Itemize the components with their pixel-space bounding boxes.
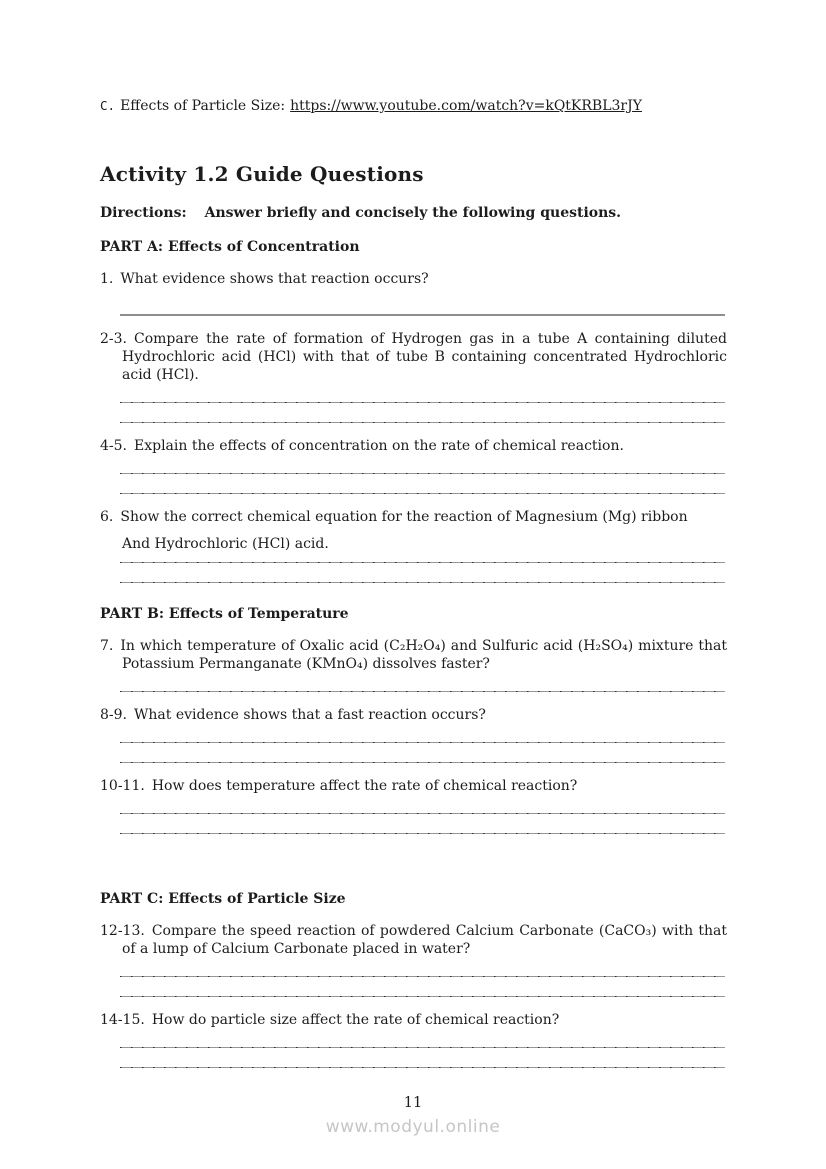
answer-blank-line [120, 762, 725, 763]
answer-blank-line [120, 422, 725, 423]
answer-blank-line [120, 493, 725, 494]
question-text: Compare the rate of formation of Hydrogen gas in a tube A containing diluted Hydrochloric acid (HCl) with that of tube B containing concentrated Hydrochloric acid (HCl). [122, 331, 727, 383]
question-text: What evidence shows that reaction occurs? [120, 271, 429, 287]
question-number: 8-9. [100, 707, 127, 723]
question [100, 637, 727, 673]
question [100, 1011, 727, 1029]
question-number: 6. [100, 509, 114, 525]
question [100, 777, 727, 795]
video-link-description: Effects of Particle Size: [120, 98, 286, 114]
answer-blank-line [120, 473, 725, 474]
directions-label: Directions: [100, 205, 187, 221]
answer-blank-line [120, 1067, 725, 1068]
question-text: In which temperature of Oxalic acid (C₂H₂O₄) and Sulfuric acid (H₂SO₄) mixture that Potassium Permanganate (KMnO₄) dissolves faster? [120, 638, 727, 672]
question-text: How do particle size affect the rate of chemical reaction? [151, 1012, 560, 1028]
part-heading: PART C: Effects of Particle Size [100, 891, 346, 907]
question [100, 922, 727, 958]
answer-blank-line [120, 976, 725, 977]
question [100, 330, 727, 384]
answer-blank-line [120, 402, 725, 403]
answer-blank-line [120, 1047, 725, 1048]
part-heading: PART B: Effects of Temperature [100, 606, 349, 622]
question-number: 14-15. [100, 1012, 145, 1028]
question-number: 2-3. [100, 331, 127, 347]
answer-blank-line [120, 691, 725, 692]
answer-blank-line [120, 742, 725, 743]
question-text: What evidence shows that a fast reaction occurs? [134, 707, 486, 723]
part-heading: PART A: Effects of Concentration [100, 239, 360, 255]
question-text: Explain the effects of concentration on the rate of chemical reaction. [134, 438, 624, 454]
question-text: Compare the speed reaction of powdered Calcium Carbonate (CaCO₃) with that of a lump of Calcium Carbonate placed in water? [122, 923, 727, 957]
question-section [100, 238, 727, 583]
question-number: 4-5. [100, 438, 127, 454]
question-text: Show the correct chemical equation for the reaction of Magnesium (Mg) ribbon [120, 509, 688, 525]
directions-text: Answer briefly and concisely the following questions. [204, 205, 622, 221]
question-section [100, 890, 727, 1068]
question [100, 270, 727, 288]
question-sections [100, 238, 727, 1068]
page-number: 11 [403, 1095, 423, 1111]
question [100, 706, 727, 724]
question-number: 1. [100, 271, 114, 287]
youtube-link[interactable]: https://www.youtube.com/watch?v=kQtKRBL3rJY [290, 98, 642, 114]
question-number: 12-13. [100, 923, 145, 939]
list-item-label: C. [100, 98, 116, 113]
question-section [100, 605, 727, 834]
directions-line [100, 204, 727, 223]
question [100, 508, 727, 526]
question-number: 7. [100, 638, 114, 654]
question [100, 437, 727, 455]
answer-blank-line [120, 833, 725, 834]
answer-blank-line [120, 582, 725, 583]
answer-blank-line [120, 562, 725, 563]
question-text-continued: And Hydrochloric (HCl) acid. [122, 536, 329, 552]
answer-blank-line [120, 314, 725, 316]
answer-blank-line [120, 996, 725, 997]
video-link-line [100, 96, 727, 116]
question-text: How does temperature affect the rate of chemical reaction? [151, 778, 578, 794]
answer-blank-line [120, 813, 725, 814]
question-number: 10-11. [100, 778, 145, 794]
activity-title: Activity 1.2 Guide Questions [100, 162, 424, 186]
watermark: www.modyul.online [325, 1117, 501, 1137]
